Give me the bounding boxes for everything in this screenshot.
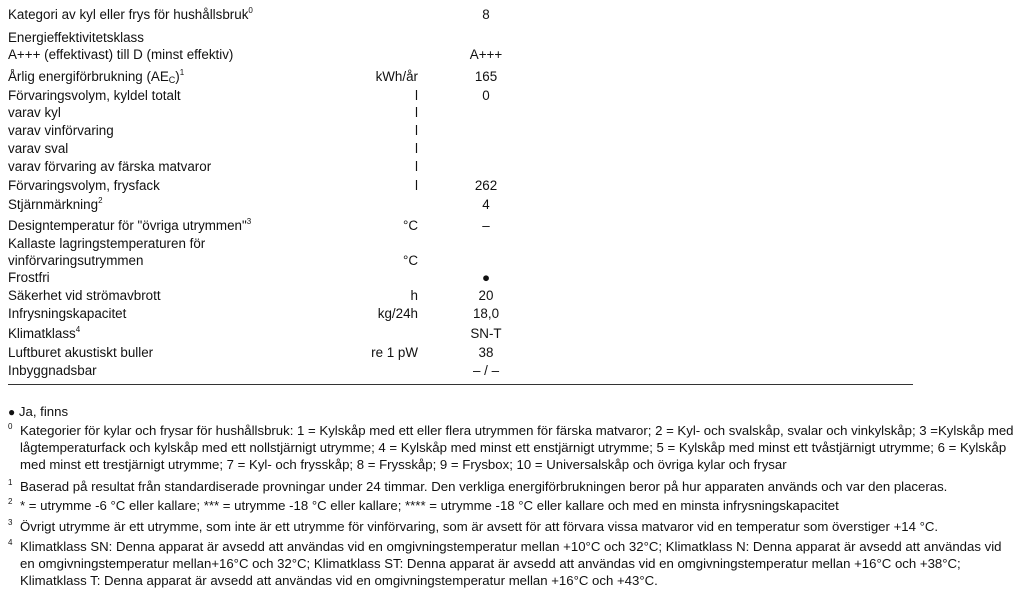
row-unit: kWh/år	[375, 69, 418, 84]
row-unit: l	[415, 159, 418, 174]
footnote-2: 2 * = utrymme -6 °C eller kallare; *** = utrymme -18 °C eller kallare; **** = utrymme -18 °C eller kallare och med en minsta infrysningskapacitet	[8, 497, 1018, 514]
row-label-end: )	[175, 69, 180, 84]
footnote-4: 4 Klimatklass SN: Denna apparat är avsedd att användas vid en omgivningstemperatur mellan +10°C och 32°C; Klimatklass N: Denna apparat är avsedd att användas vid en omgivningstemperatur mellan+16°C och 32°C; Klimatklass ST: Denna apparat är avsedd att användas vid en omgivningstemperatur mellan +16°C och +38°C; Klimatklass T: Denna apparat är avsedd att användas vid en omgivningstemperatur mellan +16°C och +43°C.	[8, 538, 1018, 555]
row-footnote-ref: 0	[248, 6, 253, 15]
row-label	[8, 252, 143, 269]
row-unit: re 1 pW	[371, 345, 418, 360]
row-label	[8, 104, 61, 121]
row-label-text: Frostfri	[8, 270, 50, 285]
row-label-text: Klimatklass	[8, 326, 76, 341]
row-value: 262	[474, 178, 498, 193]
row-label	[8, 158, 211, 175]
footnote-text: Klimatklass SN: Denna apparat är avsedd att användas vid en omgivningstemperatur mellan +10°C och 32°C; Klimatklass N: Denna apparat är avsedd att användas vid en omgivningstemperatur mellan+16°C och 32°C; Klimatklass ST: Denna apparat är avsedd att användas vid en omgivningstemperatur mellan +16°C och +38°C; Klimatklass T: Denna apparat är avsedd att användas vid en omgivningstemperatur mellan +16°C och +43°C.	[20, 539, 1002, 588]
row-label-text: Inbyggnadsbar	[8, 363, 97, 378]
row-unit: l	[415, 123, 418, 138]
row-label	[8, 140, 68, 157]
row-value: 165	[474, 69, 498, 84]
row-value: A+++	[469, 47, 503, 62]
row-footnote-ref: 1	[179, 68, 185, 77]
divider-line	[8, 384, 913, 385]
row-label-text: varav kyl	[8, 105, 61, 120]
row-label	[8, 305, 126, 322]
row-label	[8, 217, 251, 234]
row-label-text: varav vinförvaring	[8, 123, 114, 138]
row-label	[8, 29, 144, 46]
row-label	[8, 177, 160, 194]
row-label	[8, 68, 184, 85]
row-value: ●	[481, 270, 491, 285]
row-value: 18,0	[472, 306, 500, 321]
footnote-0: 0 Kategorier för kylar och frysar för hushållsbruk: 1 = Kylskåp med ett eller flera utrymmen för färska matvaror; 2 = Kyl- och svalskåp, svalar och vinkylskåp; 3 =Kylskåp med lågtemperaturfack och kylskåp med ett nollstjärnigt utrymme; 4 = Kylskåp med minst ett enstjärnigt utrymme; 5 = Kylskåp med minst ett tvåstjärnigt utrymme; 6 = Kylskåp med minst ett trestjärnigt utrymme; 7 = Kyl- och frysskåp; 8 = Frysskåp; 9 = Frysbox; 10 = Universalskåp och övriga kylar och frysar	[8, 422, 1018, 439]
row-label-text: Infrysningskapacitet	[8, 306, 127, 321]
row-unit: kg/24h	[377, 306, 418, 321]
row-label	[8, 46, 233, 63]
note-yes	[8, 403, 1018, 421]
note-yes-text: Ja, finns	[18, 404, 69, 419]
footnote-1: 1 Baserad på resultat från standardiserade provningar under 24 timmar. Den verkliga energiförbrukningen beror på hur apparaten används och var den placeras.	[8, 478, 1018, 495]
row-value: 20	[478, 288, 494, 303]
row-label	[8, 87, 181, 104]
row-label-text: Säkerhet vid strömavbrott	[8, 288, 161, 303]
row-label	[8, 122, 114, 139]
row-footnote-ref: 4	[75, 325, 81, 334]
row-value: 38	[478, 345, 494, 360]
row-value: –	[482, 218, 490, 233]
bullet-icon: ●	[8, 405, 16, 419]
row-unit: h	[410, 288, 418, 303]
row-unit: °C	[402, 253, 418, 268]
footnote-text: * = utrymme -6 °C eller kallare; *** = utrymme -18 °C eller kallare; **** = utrymme -18 °C eller kallare och med en minsta infrysningskapacitet	[20, 498, 839, 513]
row-label	[8, 362, 97, 379]
row-unit: l	[415, 105, 418, 120]
row-label-text: Stjärnmärkning	[8, 197, 99, 212]
row-label	[8, 287, 161, 304]
row-value: SN-T	[470, 326, 502, 341]
row-unit: l	[415, 178, 418, 193]
row-value: – / –	[472, 363, 500, 378]
row-unit: l	[415, 141, 418, 156]
row-label	[8, 269, 50, 286]
row-label-text: A+++ (effektivast) till D (minst effektiv)	[8, 47, 234, 62]
row-label-text: Designtemperatur för "övriga utrymmen"	[8, 218, 247, 233]
footnote-text: Kategorier för kylar och frysar för hushållsbruk: 1 = Kylskåp med ett eller flera utrymmen för färska matvaror; 2 = Kyl- och svalskåp, svalar och vinkylskåp; 3 =Kylskåp med lågtemperaturfack och kylskåp med ett nollstjärnigt utrymme; 4 = Kylskåp med minst ett enstjärnigt utrymme; 5 = Kylskåp med minst ett tvåstjärnigt utrymme; 6 = Kylskåp med minst ett trestjärnigt utrymme; 7 = Kyl- och frysskåp; 8 = Frysskåp; 9 = Frysbox; 10 = Universalskåp och övriga kylar och frysar	[20, 423, 1014, 472]
footnote-text: Baserad på resultat från standardiserade provningar under 24 timmar. Den verkliga energiförbrukningen beror på hur apparaten används och var den placeras.	[20, 479, 948, 494]
row-label	[8, 6, 253, 23]
footnote-3: 3 Övrigt utrymme är ett utrymme, som inte är ett utrymme för vinförvaring, som är avsett för att förvara vissa matvaror vid en temperatur som överstiger +14 °C.	[8, 518, 1018, 535]
row-footnote-ref: 3	[246, 217, 252, 226]
row-value: 4	[482, 197, 490, 212]
row-footnote-ref: 2	[98, 196, 103, 205]
row-label-text: Kategori av kyl eller frys för hushållsbruk	[8, 7, 249, 22]
row-label	[8, 325, 80, 342]
row-label	[8, 344, 153, 361]
row-label-sub: C	[168, 75, 176, 85]
row-label-text: Förvaringsvolym, kyldel totalt	[8, 88, 181, 103]
row-label-text: Luftburet akustiskt buller	[8, 345, 154, 360]
row-label	[8, 196, 103, 213]
row-unit: °C	[402, 218, 418, 233]
row-label	[8, 235, 205, 252]
footnote-text: Övrigt utrymme är ett utrymme, som inte är ett utrymme för vinförvaring, som är avsett för att förvara vissa matvaror vid en temperatur som överstiger +14 °C.	[20, 519, 939, 534]
row-label-text: varav sval	[8, 141, 69, 156]
row-unit: l	[415, 88, 418, 103]
row-value: 8	[482, 7, 490, 22]
row-label-text: vinförvaringsutrymmen	[8, 253, 144, 268]
row-label-text: Kallaste lagringstemperaturen för	[8, 236, 206, 251]
row-label-text: varav förvaring av färska matvaror	[8, 159, 212, 174]
row-label-text: Årlig energiförbrukning (AE	[8, 69, 169, 84]
row-label-text: Energieffektivitetsklass	[8, 30, 144, 45]
row-label-text: Förvaringsvolym, frysfack	[8, 178, 160, 193]
row-value: 0	[482, 88, 490, 103]
